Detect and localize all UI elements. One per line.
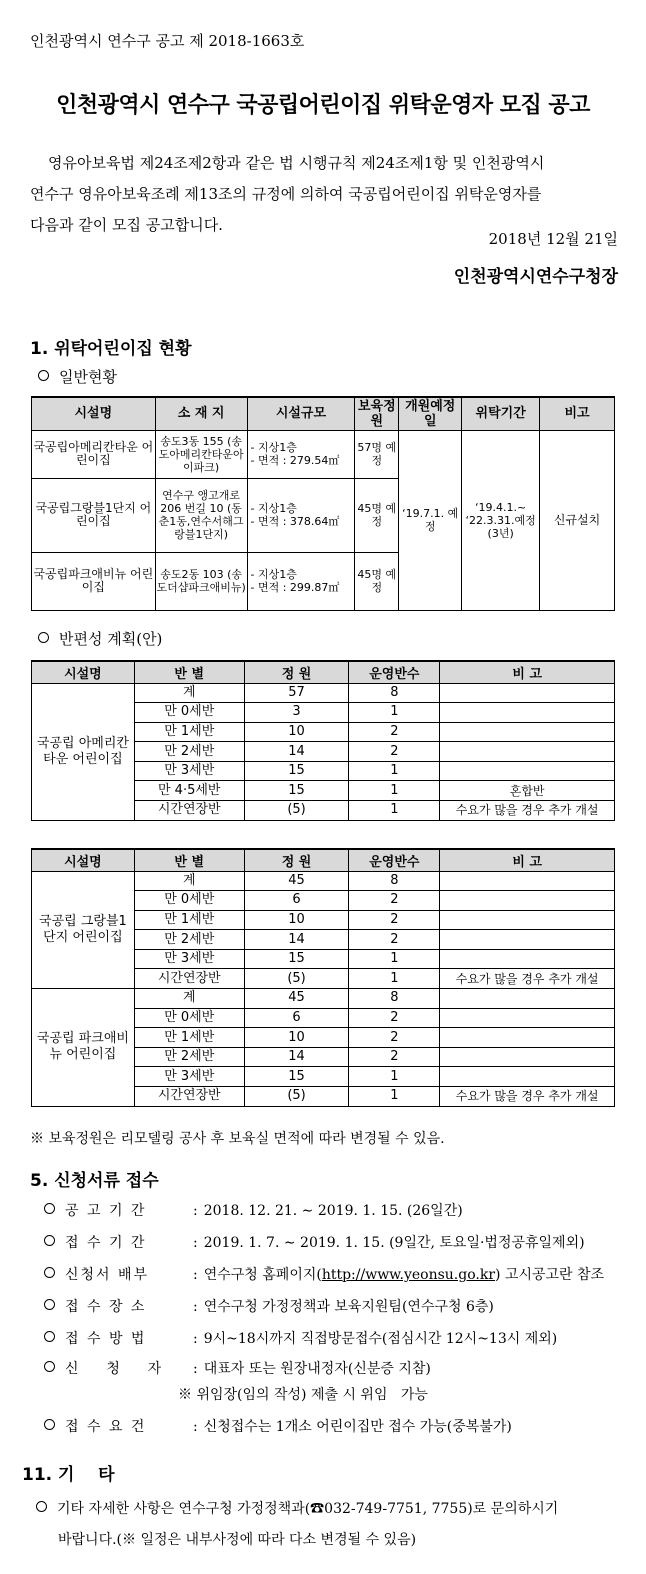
class-count: 1 bbox=[349, 1087, 440, 1107]
facility-capacity: 57명 예정 bbox=[355, 430, 399, 478]
circle-bullet-icon bbox=[44, 1299, 55, 1310]
col-header: 시설명 bbox=[32, 849, 135, 871]
item-label: 접 수 방 법 bbox=[65, 1331, 147, 1347]
remark: 수요가 많을 경우 추가 개설 bbox=[440, 1087, 615, 1107]
class-count: 2 bbox=[349, 1028, 440, 1048]
item-label: 접 수 장 소 bbox=[65, 1299, 147, 1315]
capacity: 15 bbox=[244, 1067, 349, 1087]
class-count: 2 bbox=[349, 910, 440, 930]
size-floor: - 지상1층 bbox=[250, 502, 297, 515]
class-count: 2 bbox=[349, 930, 440, 950]
item-value: ) 고시공고란 참조 bbox=[495, 1267, 605, 1283]
facility-address: 송도2동 103 (송도더샵파크애비뉴) bbox=[155, 552, 247, 610]
facility-name: 국공립 그랑블1단지 어린이집 bbox=[32, 871, 135, 989]
size-area: - 면적 : 378.64㎡ bbox=[250, 515, 340, 528]
col-header: 시설명 bbox=[32, 397, 156, 430]
capacity: 10 bbox=[244, 910, 349, 930]
col-header: 운영반수 bbox=[349, 661, 440, 683]
class-name: 만 2세반 bbox=[134, 1047, 244, 1067]
facility-table bbox=[31, 396, 615, 611]
section-heading-5: 5. 신청서류 접수 bbox=[30, 1171, 159, 1191]
class-count: 2 bbox=[349, 722, 440, 742]
item-value: 연수구청 홈페이지( bbox=[203, 1267, 322, 1283]
size-floor: - 지상1층 bbox=[250, 441, 297, 454]
size-floor: - 지상1층 bbox=[250, 568, 297, 581]
remark: 수요가 많을 경우 추가 개설 bbox=[440, 969, 615, 989]
class-count: 1 bbox=[349, 703, 440, 723]
class-count: 1 bbox=[349, 801, 440, 821]
col-header: 정 원 bbox=[244, 661, 349, 683]
item-value: 2019. 1. 7. ∼ 2019. 1. 15. (9일간, 토요일·법정공휴일제외) bbox=[203, 1235, 585, 1251]
class-name: 만 3세반 bbox=[134, 949, 244, 969]
capacity: 14 bbox=[244, 1047, 349, 1067]
remark bbox=[440, 722, 615, 742]
item-value: 대표자 또는 원장내정자(신분증 지참) bbox=[203, 1361, 431, 1377]
capacity: 57 bbox=[244, 683, 349, 703]
item-label: 신청서 배부 bbox=[65, 1267, 150, 1283]
open-date: ‘19.7.1. 예정 bbox=[399, 430, 462, 610]
capacity: 10 bbox=[244, 1028, 349, 1048]
homepage-link[interactable]: http://www.yeonsu.go.kr bbox=[321, 1267, 496, 1283]
capacity: 14 bbox=[244, 742, 349, 762]
col-header: 소 재 지 bbox=[155, 397, 247, 430]
class-count: 8 bbox=[349, 871, 440, 891]
capacity: (5) bbox=[244, 1087, 349, 1107]
col-header: 운영반수 bbox=[349, 849, 440, 871]
col-header: 보육정원 bbox=[355, 397, 399, 430]
facility-name: 국공립 아메리칸타운 어린이집 bbox=[32, 683, 135, 820]
capacity: 45 bbox=[244, 871, 349, 891]
class-name: 만 0세반 bbox=[134, 891, 244, 911]
item-value: 연수구청 가정정책과 보육지원팀(연수구청 6층) bbox=[203, 1299, 494, 1315]
page-title: 인천광역시 연수구 국공립어린이집 위탁운영자 모집 공고 bbox=[56, 93, 590, 118]
capacity: 15 bbox=[244, 781, 349, 801]
list-item: 접 수 방 법 : 9시~18시까지 직접방문접수(점심시간 12시~13시 제외) bbox=[44, 1328, 557, 1348]
size-area: - 면적 : 279.54㎡ bbox=[250, 454, 340, 467]
facility-size bbox=[247, 478, 355, 552]
class-name: 계 bbox=[134, 989, 244, 1009]
notice-date: 2018년 12월 21일 bbox=[488, 230, 618, 248]
remark bbox=[440, 910, 615, 930]
issuer: 인천광역시연수구청장 bbox=[453, 267, 618, 287]
etc-line: 기타 자세한 사항은 연수구청 가정정책과(☎032-749-7751, 7755)로 문의하시기 bbox=[57, 1501, 559, 1517]
class-count: 2 bbox=[349, 1047, 440, 1067]
list-item: 접 수 요 건 : 신청접수는 1개소 어린이집만 접수 가능(중복불가) bbox=[44, 1416, 512, 1436]
intro-line: 다음과 같이 모집 공고합니다. bbox=[30, 216, 223, 234]
capacity-note: ※ 보육정원은 리모델링 공사 후 보육실 면적에 따라 변경될 수 있음. bbox=[30, 1131, 445, 1147]
circle-bullet-icon bbox=[44, 1361, 55, 1372]
facility-address: 송도3동 155 (송도아메리칸타운아이파크) bbox=[155, 430, 247, 478]
remark bbox=[440, 683, 615, 703]
remark bbox=[440, 1047, 615, 1067]
class-count: 2 bbox=[349, 742, 440, 762]
plan-rows bbox=[32, 683, 615, 820]
facility-capacity: 45명 예정 bbox=[355, 478, 399, 552]
facility-size bbox=[247, 430, 355, 478]
facility-address: 연수구 앵고개로206 번길 10 (동춘1동,연수서해그랑블1단지) bbox=[155, 478, 247, 552]
size-area: - 면적 : 299.87㎡ bbox=[250, 581, 340, 594]
col-header: 반 별 bbox=[134, 661, 244, 683]
list-item: 접 수 기 간 : 2019. 1. 7. ∼ 2019. 1. 15. (9일간, 토요일·법정공휴일제외) bbox=[44, 1232, 585, 1252]
facility-name: 국공립 파크애비뉴 어린이집 bbox=[32, 989, 135, 1107]
remark bbox=[440, 1067, 615, 1087]
intro-line: 연수구 영유아보육조례 제13조의 규정에 의하여 국공립어린이집 위탁운영자를 bbox=[30, 185, 542, 203]
remark bbox=[440, 930, 615, 950]
col-header: 개원예정일 bbox=[399, 397, 462, 430]
class-name: 계 bbox=[134, 871, 244, 891]
class-name: 만 3세반 bbox=[134, 761, 244, 781]
facility-capacity: 45명 예정 bbox=[355, 552, 399, 610]
capacity: 14 bbox=[244, 930, 349, 950]
remark: 수요가 많을 경우 추가 개설 bbox=[440, 801, 615, 821]
class-name: 만 0세반 bbox=[134, 703, 244, 723]
table-row bbox=[32, 989, 615, 1009]
class-count: 8 bbox=[349, 989, 440, 1009]
circle-bullet-icon bbox=[36, 1501, 47, 1512]
col-header: 위탁기간 bbox=[462, 397, 540, 430]
capacity: 15 bbox=[244, 949, 349, 969]
circle-bullet-icon bbox=[44, 1331, 55, 1342]
consign-period: ‘19.4.1.~ ‘22.3.31.예정 (3년) bbox=[462, 430, 540, 610]
class-name: 만 1세반 bbox=[134, 722, 244, 742]
etc-line: 바랍니다.(※ 일정은 내부사정에 따라 다소 변경될 수 있음) bbox=[58, 1532, 417, 1548]
item-value: 9시~18시까지 직접방문접수(점심시간 12시~13시 제외) bbox=[203, 1331, 558, 1347]
circle-bullet-icon bbox=[44, 1235, 55, 1246]
remark bbox=[440, 891, 615, 911]
remark bbox=[440, 742, 615, 762]
etc-paragraph bbox=[36, 1494, 626, 1556]
class-name: 만 2세반 bbox=[134, 930, 244, 950]
col-header: 정 원 bbox=[244, 849, 349, 871]
remark bbox=[440, 761, 615, 781]
class-count: 1 bbox=[349, 949, 440, 969]
section-heading-1: 1. 위탁어린이집 현황 bbox=[30, 339, 192, 359]
item-label: 접 수 기 간 bbox=[65, 1235, 147, 1251]
class-plan-label bbox=[38, 628, 162, 649]
class-name: 시간연장반 bbox=[134, 801, 244, 821]
class-count: 8 bbox=[349, 683, 440, 703]
circle-bullet-icon bbox=[38, 632, 49, 643]
intro-line: 영유아보육법 제24조제2항과 같은 법 시행규칙 제24조제1항 및 인천광역시 bbox=[48, 154, 545, 172]
class-name: 시간연장반 bbox=[134, 1087, 244, 1107]
class-name: 계 bbox=[134, 683, 244, 703]
remark: 신규설치 bbox=[540, 430, 615, 610]
class-name: 만 1세반 bbox=[134, 910, 244, 930]
col-header: 비 고 bbox=[440, 661, 615, 683]
circle-bullet-icon bbox=[44, 1267, 55, 1278]
facility-name: 국공립아메리칸타운 어린이집 bbox=[32, 430, 156, 478]
item-label: 공 고 기 간 bbox=[65, 1203, 147, 1219]
list-item: 접 수 장 소 : 연수구청 가정정책과 보육지원팀(연수구청 6층) bbox=[44, 1296, 494, 1316]
class-plan-table-2 bbox=[31, 848, 615, 1107]
list-item: 신 청 자 : 대표자 또는 원장내정자(신분증 지참) bbox=[44, 1358, 431, 1378]
class-count: 2 bbox=[349, 1008, 440, 1028]
general-status-label bbox=[38, 366, 117, 387]
table-row bbox=[32, 683, 615, 703]
class-count: 2 bbox=[349, 891, 440, 911]
item-value: 신청접수는 1개소 어린이집만 접수 가능(중복불가) bbox=[203, 1419, 512, 1435]
capacity: 6 bbox=[244, 891, 349, 911]
col-header: 시설규모 bbox=[247, 397, 355, 430]
circle-bullet-icon bbox=[44, 1419, 55, 1430]
class-name: 만 0세반 bbox=[134, 1008, 244, 1028]
notice-number: 인천광역시 연수구 공고 제 2018-1663호 bbox=[30, 32, 305, 50]
section-heading-11: 11. 기 타 bbox=[22, 1465, 115, 1485]
class-count: 1 bbox=[349, 781, 440, 801]
proxy-note: ※ 위임장(임의 작성) 제출 시 위임 가능 bbox=[178, 1387, 428, 1403]
class-plan-text: 반편성 계획(안) bbox=[59, 630, 163, 648]
remark bbox=[440, 989, 615, 1009]
class-plan-table-1 bbox=[31, 660, 615, 821]
remark bbox=[440, 871, 615, 891]
capacity: (5) bbox=[244, 801, 349, 821]
class-count: 1 bbox=[349, 1067, 440, 1087]
remark bbox=[440, 1028, 615, 1048]
col-header: 시설명 bbox=[32, 661, 135, 683]
facility-size bbox=[247, 552, 355, 610]
facility-name: 국공립그랑블1단지 어린이집 bbox=[32, 478, 156, 552]
class-name: 만 3세반 bbox=[134, 1067, 244, 1087]
item-value: 2018. 12. 21. ∼ 2019. 1. 15. (26일간) bbox=[203, 1203, 463, 1219]
table-row bbox=[32, 871, 615, 891]
remark bbox=[440, 703, 615, 723]
capacity: 15 bbox=[244, 761, 349, 781]
col-header: 비고 bbox=[540, 397, 615, 430]
capacity: 45 bbox=[244, 989, 349, 1009]
remark bbox=[440, 949, 615, 969]
capacity: 6 bbox=[244, 1008, 349, 1028]
remark bbox=[440, 1008, 615, 1028]
list-item: 공 고 기 간 : 2018. 12. 21. ∼ 2019. 1. 15. (26일간) bbox=[44, 1200, 463, 1220]
capacity: 3 bbox=[244, 703, 349, 723]
class-name: 만 1세반 bbox=[134, 1028, 244, 1048]
circle-bullet-icon bbox=[44, 1203, 55, 1214]
class-count: 1 bbox=[349, 761, 440, 781]
class-name: 시간연장반 bbox=[134, 969, 244, 989]
list-item: 신청서 배부 : 연수구청 홈페이지(http://www.yeonsu.go.kr) 고시공고란 참조 bbox=[44, 1264, 604, 1284]
capacity: 10 bbox=[244, 722, 349, 742]
facility-name: 국공립파크애비뉴 어린이집 bbox=[32, 552, 156, 610]
general-status-text: 일반현황 bbox=[59, 368, 117, 386]
class-name: 만 4·5세반 bbox=[134, 781, 244, 801]
circle-bullet-icon bbox=[38, 370, 49, 381]
col-header: 반 별 bbox=[134, 849, 244, 871]
class-name: 만 2세반 bbox=[134, 742, 244, 762]
item-label: 신 청 자 bbox=[65, 1361, 164, 1377]
plan-rows bbox=[32, 871, 615, 989]
plan-rows bbox=[32, 989, 615, 1107]
col-header: 비 고 bbox=[440, 849, 615, 871]
class-count: 1 bbox=[349, 969, 440, 989]
item-label: 접 수 요 건 bbox=[65, 1419, 147, 1435]
capacity: (5) bbox=[244, 969, 349, 989]
remark: 혼합반 bbox=[440, 781, 615, 801]
